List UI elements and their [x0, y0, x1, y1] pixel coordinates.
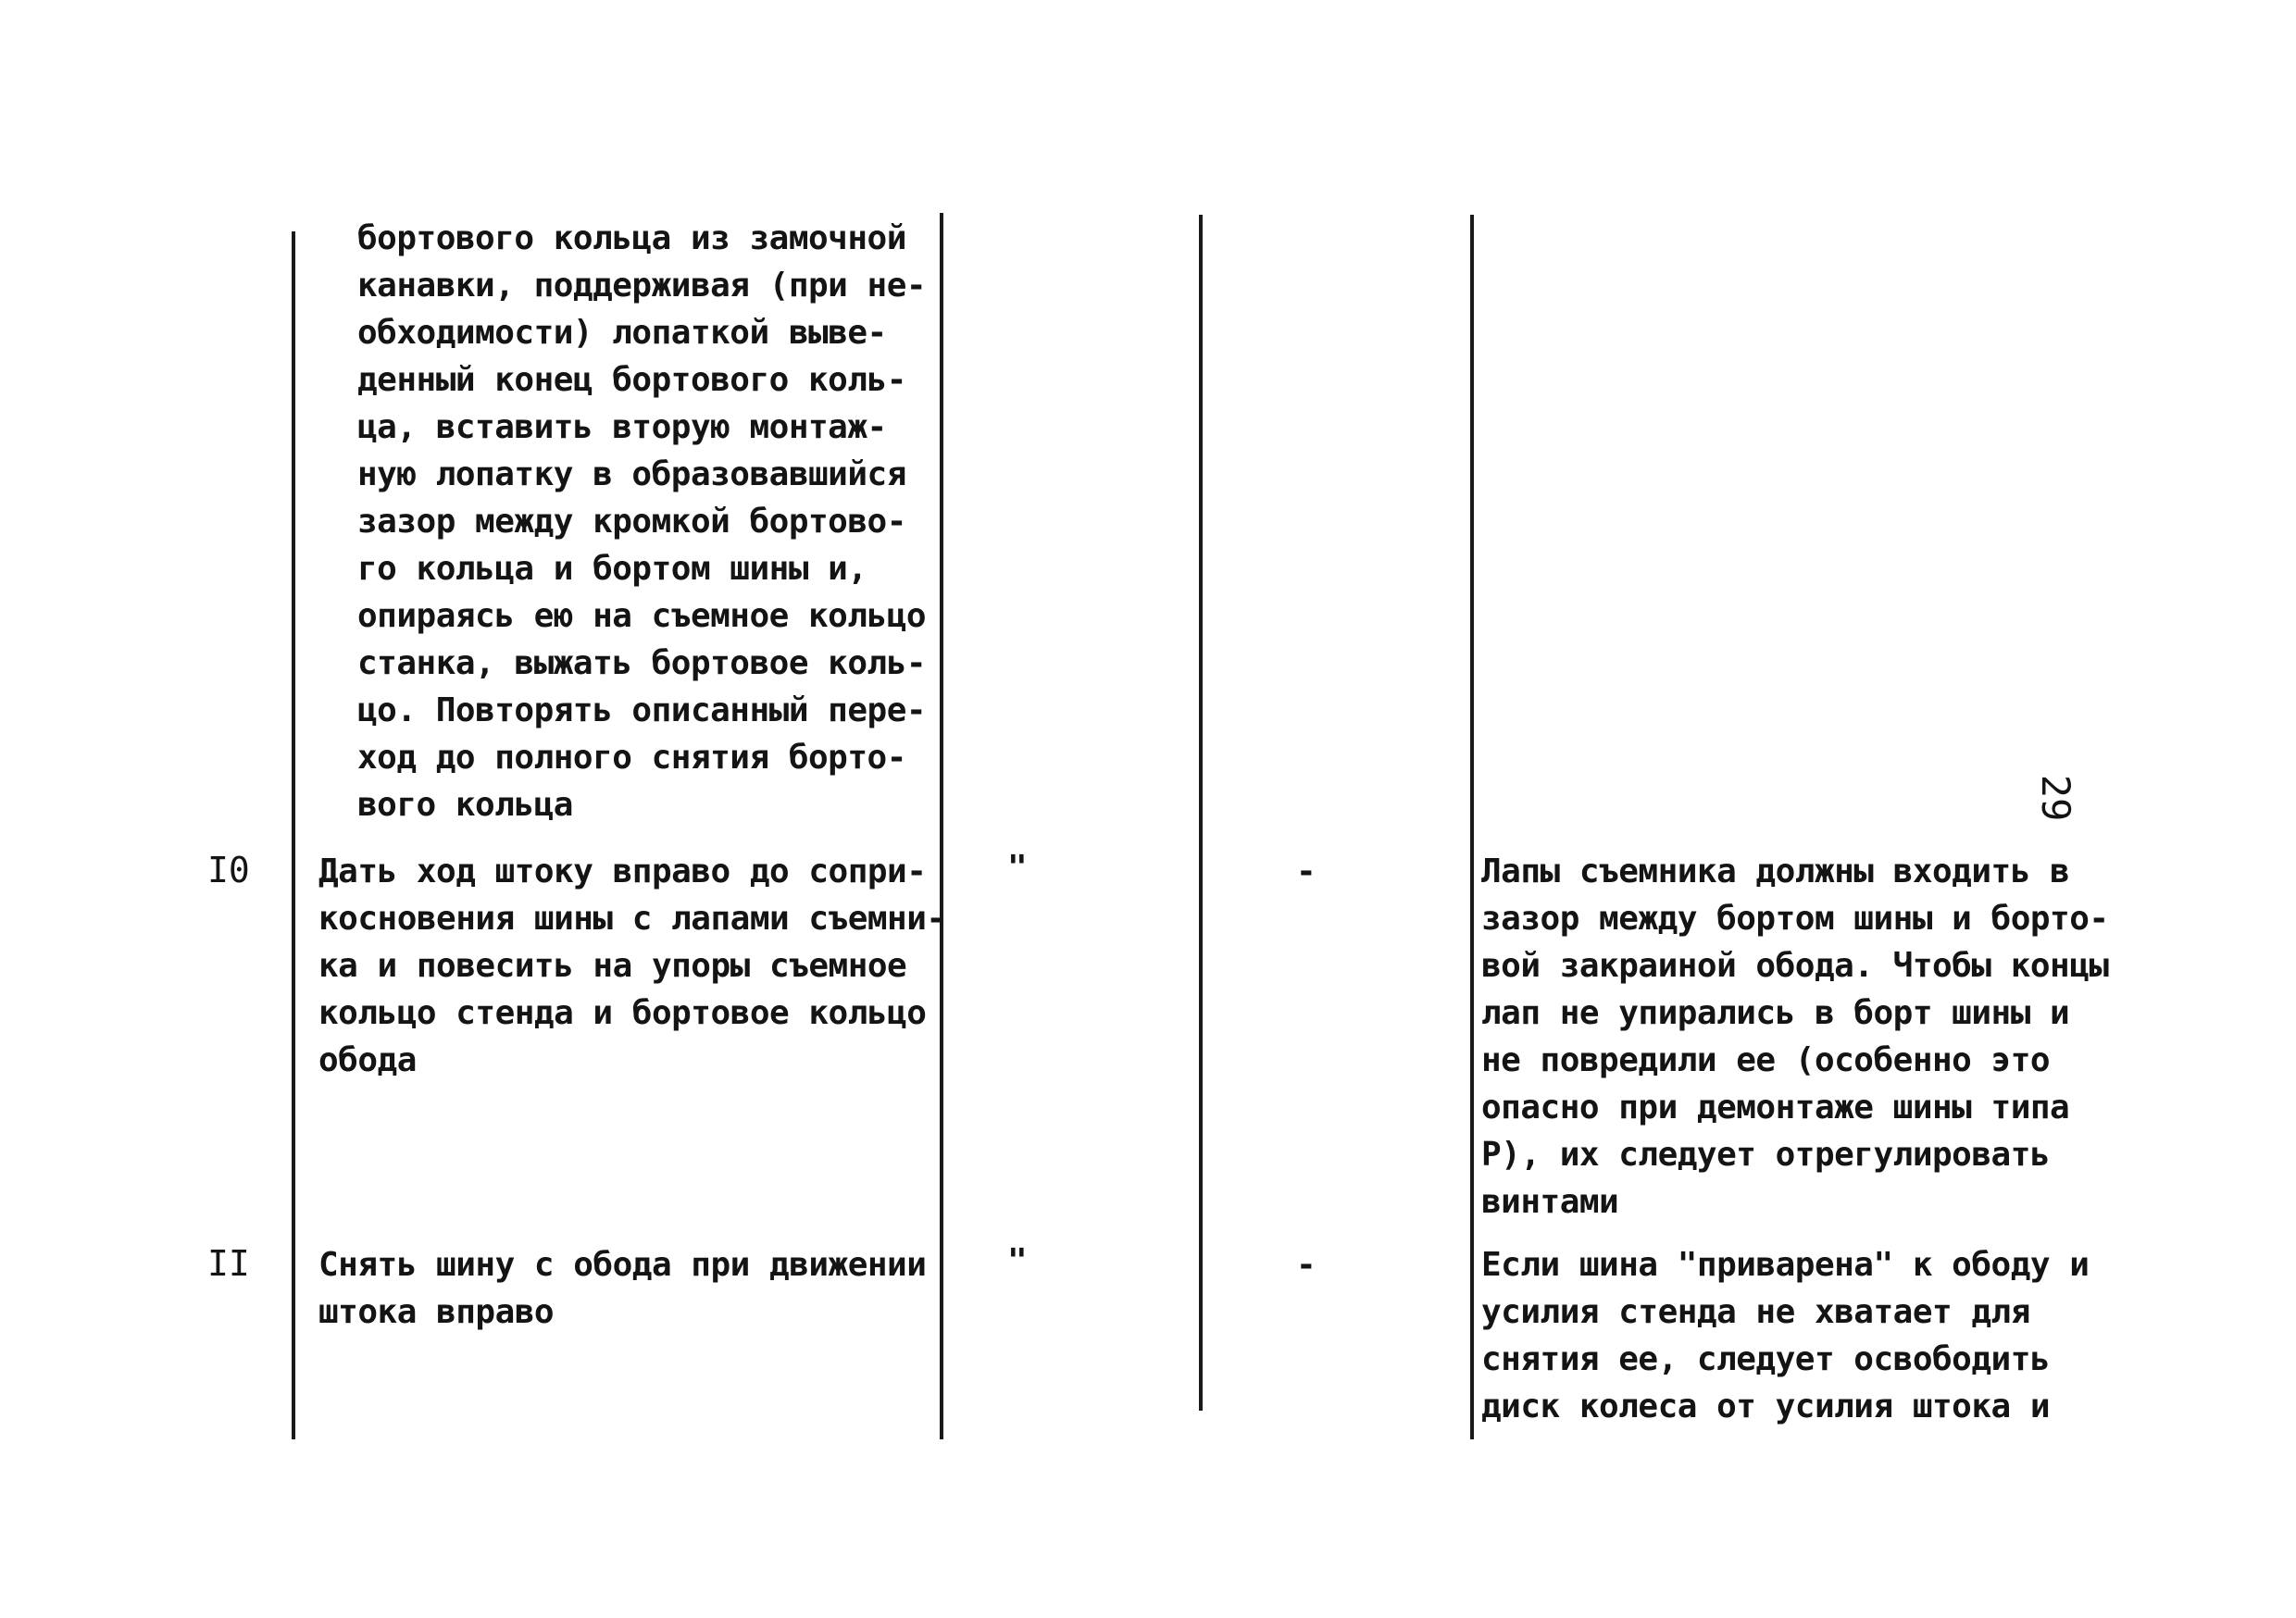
- text-line: не повредили ее (особенно это: [1481, 1041, 2051, 1079]
- text-line: опираясь ею на съемное кольцо: [357, 597, 927, 635]
- column-rule-1: [292, 231, 295, 1439]
- text-line: кольцо стенда и бортовое кольцо: [318, 994, 927, 1032]
- ditto-mark: ": [1007, 849, 1028, 887]
- text-line: опасно при демонтаже шины типа: [1481, 1089, 2070, 1126]
- text-line: штока вправо: [318, 1293, 555, 1331]
- text-line: Дать ход штоку вправо до сопри-: [318, 853, 927, 890]
- text-line: вого кольца: [357, 786, 573, 824]
- column-rule-2: [940, 213, 943, 1439]
- text-line: ход до полного снятия борто-: [357, 739, 906, 777]
- text-line: винтами: [1481, 1183, 1619, 1221]
- row-number: II: [207, 1243, 250, 1284]
- row-note-text: [1481, 1241, 2089, 1430]
- text-line: станка, выжать бортовое коль-: [357, 644, 927, 682]
- text-line: снятия ее, следует освободить: [1481, 1340, 2051, 1378]
- page-number: 29: [2033, 774, 2078, 822]
- text-line: ка и повесить на упоры съемное: [318, 947, 907, 985]
- column-rule-3: [1199, 215, 1203, 1411]
- text-line: косновения шины с лапами съемни-: [318, 900, 946, 938]
- text-line: усилия стенда не хватает для: [1481, 1293, 2030, 1331]
- row-action-text: [318, 848, 946, 1084]
- text-line: зазор между кромкой бортово-: [357, 503, 906, 541]
- text-line: обода: [318, 1041, 417, 1079]
- column-rule-4: [1470, 215, 1474, 1439]
- text-line: вой закраиной обода. Чтобы концы: [1481, 947, 2109, 985]
- text-line: денный конец бортового коль-: [357, 361, 906, 399]
- text-line: Лапы съемника должны входить в: [1481, 853, 2070, 890]
- text-line: зазор между бортом шины и борто-: [1481, 900, 2109, 938]
- text-line: канавки, поддерживая (при не-: [357, 267, 927, 305]
- text-line: Р), их следует отрегулировать: [1481, 1136, 2051, 1174]
- text-line: ную лопатку в образовавшийся: [357, 455, 906, 493]
- text-line: цо. Повторять описанный пере-: [357, 691, 927, 729]
- text-line: го кольца и бортом шины и,: [357, 550, 867, 588]
- text-line: ца, вставить вторую монтаж-: [357, 408, 887, 446]
- dash-mark: -: [1296, 1246, 1316, 1284]
- text-line: бортового кольца из замочной: [357, 219, 906, 257]
- text-line: Если шина "приварена" к ободу и: [1481, 1246, 2090, 1284]
- ditto-mark: ": [1007, 1242, 1028, 1280]
- text-line: обходимости) лопаткой выве-: [357, 314, 887, 352]
- text-line: Снять шину с обода при движении: [318, 1246, 927, 1284]
- dash-mark: -: [1296, 853, 1316, 890]
- row-action-text: [318, 1241, 926, 1336]
- row-note-text: [1481, 848, 2109, 1226]
- text-line: лап не упирались в борт шины и: [1481, 994, 2070, 1032]
- continuation-action-text: [357, 215, 926, 828]
- row-number: I0: [207, 850, 250, 890]
- text-line: диск колеса от усилия штока и: [1481, 1388, 2051, 1425]
